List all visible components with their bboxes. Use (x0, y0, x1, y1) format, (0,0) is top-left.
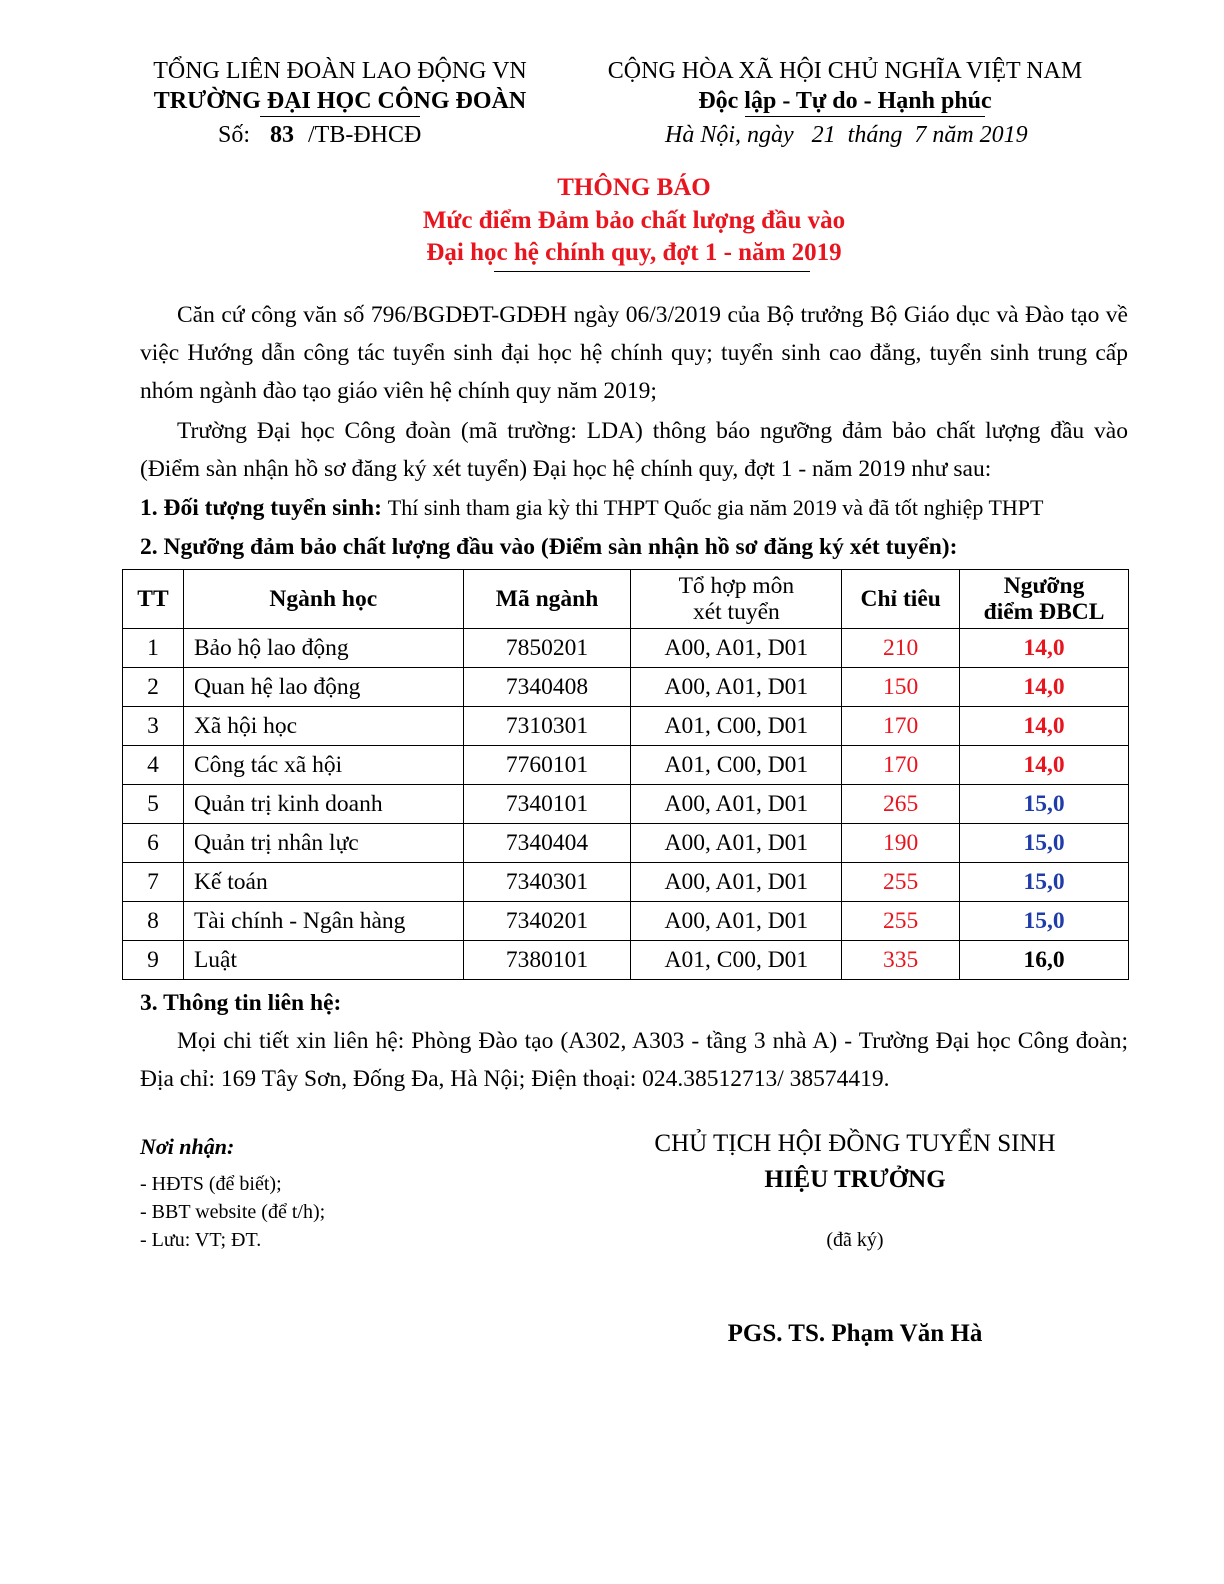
table-row (123, 824, 1129, 863)
cell-combo: A01, C00, D01 (631, 746, 842, 785)
table-row (123, 746, 1129, 785)
cell-threshold: 15,0 (960, 863, 1129, 902)
signer-title-1: CHỦ TỊCH HỘI ĐỒNG TUYỂN SINH (654, 1130, 1056, 1157)
cell-major: Kế toán (183, 863, 463, 902)
section-1-text: Thí sinh tham gia kỳ thi THPT Quốc gia năm 2019 và đã tốt nghiệp THPT (387, 495, 1044, 520)
org-name-line1: TỔNG LIÊN ĐOÀN LAO ĐỘNG VN (153, 58, 527, 84)
cell-code: 7340408 (463, 668, 631, 707)
header-subject-combo-line2: xét tuyển (692, 599, 780, 625)
cell-quota: 150 (842, 668, 960, 707)
cell-quota: 190 (842, 824, 960, 863)
cell-quota: 170 (842, 707, 960, 746)
table-row (123, 941, 1129, 980)
paragraph-announcement: Trường Đại học Công đoàn (mã trường: LDA) thông báo ngưỡng đảm bảo chất lượng đầu vào (Điểm sàn nhận hồ sơ đăng ký xét tuyển) Đại học hệ chính quy, đợt 1 - năm 2019 như sau: (140, 418, 1128, 482)
title-underline (494, 271, 810, 272)
cell-combo: A00, A01, D01 (631, 668, 842, 707)
header-tt: TT (123, 570, 184, 629)
section-3-heading: 3. Thông tin liên hệ: (140, 990, 342, 1016)
header-quota: Chỉ tiêu (842, 570, 960, 629)
table-row (123, 707, 1129, 746)
notice-subtitle-2: Đại học hệ chính quy, đợt 1 - năm 2019 (426, 239, 842, 266)
cell-threshold: 15,0 (960, 824, 1129, 863)
cell-combo: A00, A01, D01 (631, 902, 842, 941)
signed-note: (đã ký) (826, 1229, 884, 1251)
cell-tt: 8 (123, 902, 184, 941)
admission-threshold-table (122, 569, 1129, 980)
cell-combo: A00, A01, D01 (631, 629, 842, 668)
cell-tt: 6 (123, 824, 184, 863)
cell-code: 7340404 (463, 824, 631, 863)
document-number (218, 120, 421, 150)
paragraph-legal-basis: Căn cứ công văn số 796/BGDĐT-GDĐH ngày 06/3/2019 của Bộ trưởng Bộ Giáo dục và Đào tạo về việc Hướng dẫn công tác tuyển sinh đại học hệ chính quy; tuyển sinh cao đẳng, tuyển sinh trung cấp nhóm ngành đào tạo giáo viên hệ chính quy năm 2019; (140, 302, 1128, 404)
header-major: Ngành học (183, 570, 463, 629)
header-major-code: Mã ngành (463, 570, 631, 629)
cell-tt: 5 (123, 785, 184, 824)
cell-quota: 255 (842, 863, 960, 902)
cell-quota: 335 (842, 941, 960, 980)
cell-major: Quan hệ lao động (183, 668, 463, 707)
doc-no-suffix: /TB-ĐHCĐ (308, 122, 422, 148)
cell-threshold: 16,0 (960, 941, 1129, 980)
cell-threshold: 15,0 (960, 902, 1129, 941)
header-subject-combo (631, 570, 842, 629)
recipient-item: - HĐTS (để biết); (140, 1173, 282, 1195)
section-1-heading: 1. Đối tượng tuyển sinh: (140, 495, 382, 521)
cell-code: 7380101 (463, 941, 631, 980)
cell-quota: 265 (842, 785, 960, 824)
org-name-line2: TRƯỜNG ĐẠI HỌC CÔNG ĐOÀN (153, 88, 527, 114)
cell-tt: 2 (123, 668, 184, 707)
table-header-row (123, 570, 1129, 629)
cell-quota: 170 (842, 746, 960, 785)
cell-threshold: 14,0 (960, 746, 1129, 785)
recipients-label: Nơi nhận: (140, 1134, 235, 1159)
table-row (123, 668, 1129, 707)
header-subject-combo-line1: Tổ hợp môn (678, 573, 795, 599)
cell-tt: 7 (123, 863, 184, 902)
date-line: Hà Nội, ngày 21 tháng 7 năm 2019 (665, 122, 1028, 148)
header-threshold (960, 570, 1129, 629)
cell-major: Quản trị nhân lực (183, 824, 463, 863)
recipient-item: - Lưu: VT; ĐT. (140, 1229, 262, 1251)
header-threshold-line1: Ngưỡng (1003, 573, 1085, 599)
cell-threshold: 14,0 (960, 707, 1129, 746)
signer-title-2: HIỆU TRƯỞNG (764, 1166, 946, 1193)
cell-code: 7760101 (463, 746, 631, 785)
section-3-contact: Mọi chi tiết xin liên hệ: Phòng Đào tạo (A302, A303 - tầng 3 nhà A) - Trường Đại học Công đoàn; Địa chỉ: 169 Tây Sơn, Đống Đa, Hà Nội; Điện thoại: 024.38512713/ 38574419. (140, 1028, 1128, 1092)
cell-quota: 210 (842, 629, 960, 668)
cell-code: 7310301 (463, 707, 631, 746)
cell-major: Công tác xã hội (183, 746, 463, 785)
cell-major: Tài chính - Ngân hàng (183, 902, 463, 941)
doc-no-label: Số: (218, 122, 251, 148)
cell-code: 7340301 (463, 863, 631, 902)
cell-threshold: 14,0 (960, 629, 1129, 668)
nation-motto: Độc lập - Tự do - Hạnh phúc (698, 88, 992, 114)
cell-code: 7340101 (463, 785, 631, 824)
cell-major: Luật (183, 941, 463, 980)
cell-major: Quản trị kinh doanh (183, 785, 463, 824)
cell-combo: A01, C00, D01 (631, 941, 842, 980)
cell-tt: 4 (123, 746, 184, 785)
nation-line1: CỘNG HÒA XÃ HỘI CHỦ NGHĨA VIỆT NAM (607, 58, 1083, 84)
motto-underline (745, 116, 985, 117)
org-underline (260, 116, 420, 117)
table-row (123, 785, 1129, 824)
doc-no-value: 83 (270, 122, 295, 148)
table-row (123, 863, 1129, 902)
cell-major: Xã hội học (183, 707, 463, 746)
cell-threshold: 15,0 (960, 785, 1129, 824)
table-row (123, 902, 1129, 941)
cell-quota: 255 (842, 902, 960, 941)
cell-combo: A00, A01, D01 (631, 785, 842, 824)
cell-code: 7340201 (463, 902, 631, 941)
section-2-heading: 2. Ngưỡng đảm bảo chất lượng đầu vào (Điểm sàn nhận hồ sơ đăng ký xét tuyển): (140, 534, 958, 560)
signer-name: PGS. TS. Phạm Văn Hà (727, 1320, 983, 1347)
cell-major: Bảo hộ lao động (183, 629, 463, 668)
table-row (123, 629, 1129, 668)
notice-subtitle-1: Mức điểm Đảm bảo chất lượng đầu vào (422, 207, 846, 234)
cell-tt: 9 (123, 941, 184, 980)
section-1 (140, 489, 1043, 527)
cell-combo: A01, C00, D01 (631, 707, 842, 746)
cell-tt: 1 (123, 629, 184, 668)
recipient-item: - BBT website (để t/h); (140, 1201, 326, 1223)
cell-combo: A00, A01, D01 (631, 863, 842, 902)
cell-code: 7850201 (463, 629, 631, 668)
header-threshold-line2: điểm ĐBCL (983, 599, 1105, 625)
notice-title: THÔNG BÁO (557, 174, 711, 201)
cell-tt: 3 (123, 707, 184, 746)
cell-combo: A00, A01, D01 (631, 824, 842, 863)
cell-threshold: 14,0 (960, 668, 1129, 707)
